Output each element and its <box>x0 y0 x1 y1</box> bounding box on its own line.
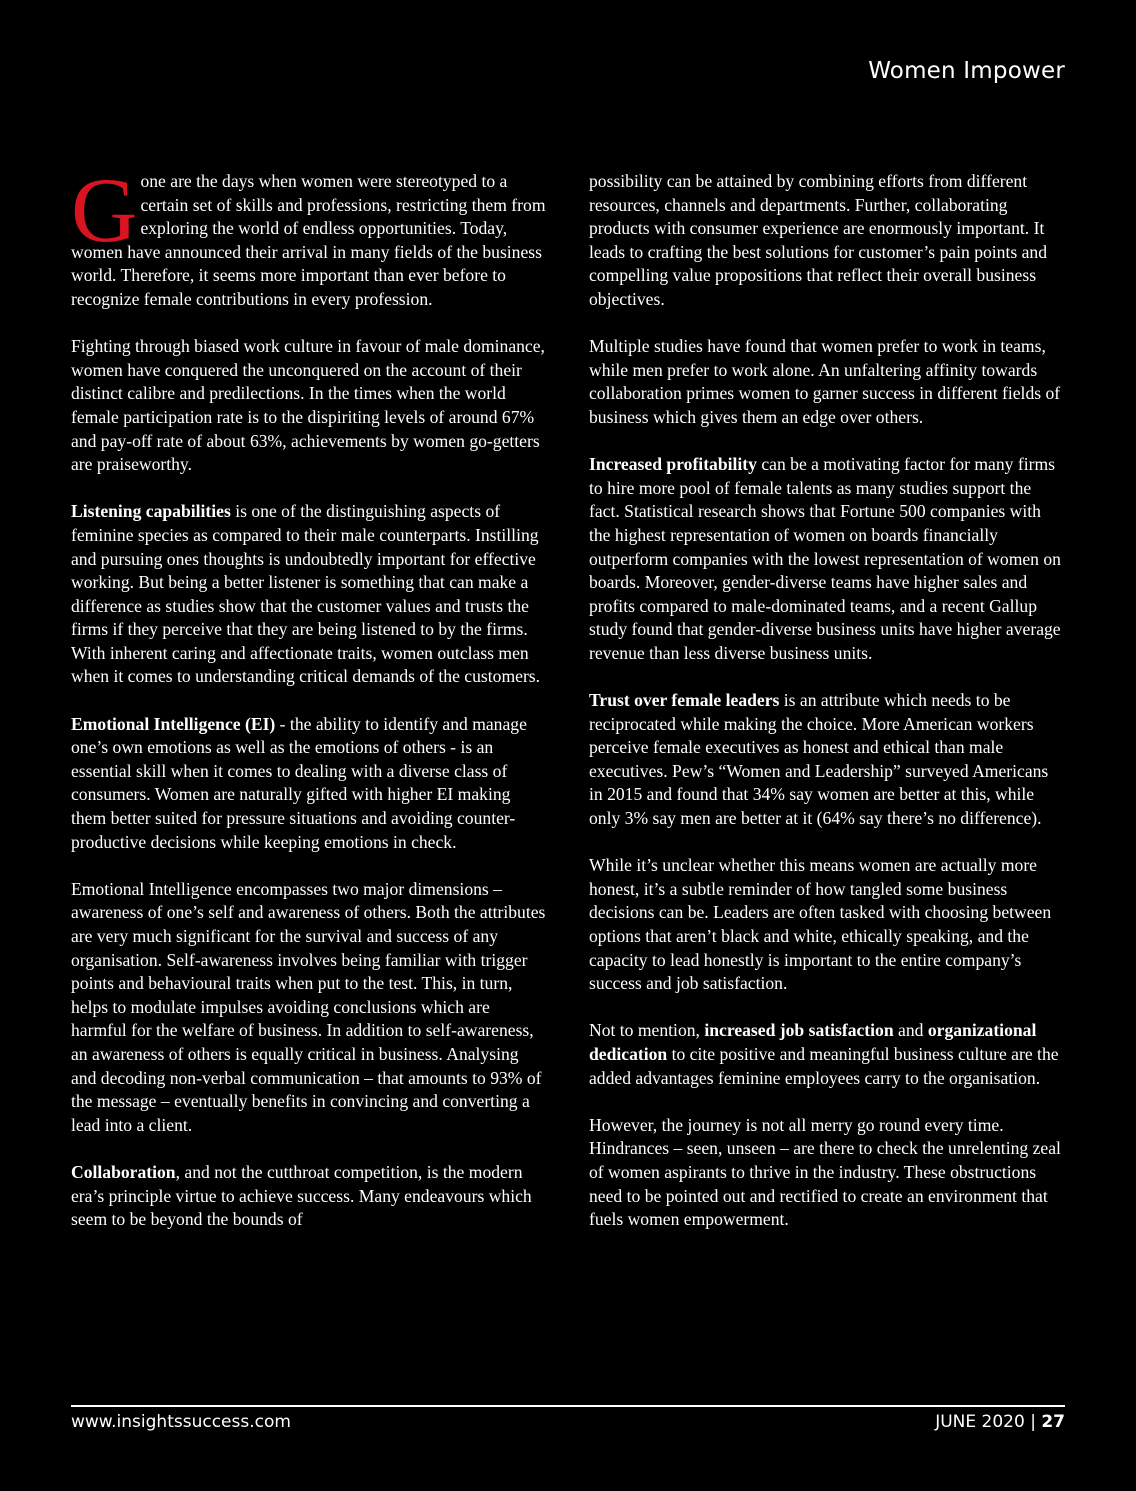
paragraph-satisfaction <box>589 1019 1065 1090</box>
footer-divider <box>71 1405 1065 1407</box>
article-column-right <box>589 170 1065 1255</box>
paragraph-ei-dimensions: Emotional Intelligence encompasses two major dimensions – awareness of one’s self and awareness of others. Both the attributes are very much significant for the survival and success of any organisation. Self-awareness involves being familiar with trigger points and behavioural traits when put to the test. This, in turn, helps to modulate impulses avoiding conclusions which are harmful for the welfare of business. In addition to self-awareness, an awareness of others is equally critical in business. Analysing and decoding non-verbal communication – that amounts to 93% of the message – eventually benefits in convincing and converting a lead into a client. <box>71 878 546 1135</box>
heading-emotional-intelligence: Emotional Intelligence (EI) <box>71 713 276 734</box>
satisfaction-text-b: and <box>893 1020 928 1041</box>
footer-issue-date: JUNE 2020 | <box>935 1412 1042 1432</box>
emotional-intelligence-text: - the ability to identify and manage one’s own emotions as well as the emotions of others - is an essential skill when it comes to dealing with a diverse class of consumers. Women are naturally gifted with higher EI making them better suited for pressure situations and avoiding counter-productive decisions while keeping emotions in check. <box>71 713 527 852</box>
heading-collaboration: Collaboration <box>71 1161 176 1182</box>
trust-text: is an attribute which needs to be reciprocated while making the choice. More American workers perceive female executives as honest and ethical than male executives. Pew’s “Women and Leadership” surveyed Americans in 2015 and found that 34% say women are better at this, while only 3% say men are better at it (64% say there’s no difference). <box>589 690 1049 829</box>
article-column-left <box>71 159 547 1255</box>
paragraph-profitability <box>589 453 1065 665</box>
heading-job-satisfaction: increased job satisfaction <box>704 1020 894 1041</box>
collaboration-text: , and not the cutthroat competition, is the modern era’s principle virtue to achieve success. Many endeavours which seem to be beyond the bounds of <box>71 1161 532 1230</box>
paragraph-intro <box>71 159 547 312</box>
listening-text: is one of the distinguishing aspects of feminine species as compared to their male counterparts. Instilling and pursuing ones thoughts is undoubtedly important for effective working. But being a better listener is something that can make a difference as studies show that the customer values and trusts the firms if they perceive that they are being listened to by the firms. With inherent caring and affectionate traits, women outclass men when it comes to understanding critical demands of the customers. <box>71 501 541 687</box>
paragraph-honesty: While it’s unclear whether this means women are actually more honest, it’s a subtle reminder of how tangled some business decisions can be. Leaders are often tasked with choosing between options that aren’t black and white, ethically speaking, and the capacity to lead honestly is important to the entire company’s success and job satisfaction. <box>589 855 1052 994</box>
heading-trust: Trust over female leaders <box>589 690 780 711</box>
paragraph-collaboration-cont: possibility can be attained by combining efforts from different resources, channels and departments. Further, collaborating products with consumer experience are enormously important. It leads to crafting the best solutions for customer’s pain points and compelling value propositions that reflect their overall business objectives. <box>589 171 1048 309</box>
page-number: 27 <box>1041 1412 1065 1432</box>
paragraph-emotional-intelligence <box>71 713 547 855</box>
paragraph-collaboration <box>71 1161 547 1232</box>
paragraph-work-culture: Fighting through biased work culture in favour of male dominance, women have conquered the unconquered on the account of their distinct calibre and predilections. In the times when the world female participation rate is to the dispiriting levels of around 67% and pay-off rate of about 63%, achievements by women go-getters are praiseworthy. <box>71 336 545 475</box>
satisfaction-text-a: Not to mention, <box>589 1020 705 1041</box>
footer-website-link[interactable]: www.insightssuccess.com <box>71 1412 291 1432</box>
paragraph-teams: Multiple studies have found that women prefer to work in teams, while men prefer to work alone. An unfaltering affinity towards collaboration primes women to garner success in different fields of business which gives them an edge over others. <box>589 336 1061 427</box>
satisfaction-text-c: to cite positive and meaningful business culture are the added advantages feminine employees carry to the organisation. <box>589 1043 1059 1088</box>
heading-profitability: Increased profitability <box>589 454 757 475</box>
profitability-text: can be a motivating factor for many firms to hire more pool of female talents as many studies support the fact. Statistical research shows that Fortune 500 companies with the highest representation of women on boards financially outperform companies with the lowest representation of women on boards. Moreover, gender-diverse teams have higher sales and profits compared to male-dominated teams, and a recent Gallup study found that gender-diverse business units have higher average revenue than less diverse business units. <box>589 454 1061 663</box>
intro-text: one are the days when women were stereotyped to a certain set of skills and professions, restricting them from exploring the world of endless opportunities. Today, women have announced their arrival in many fields of the business world. Therefore, it seems more important than ever before to recognize female contributions in every profession. <box>71 171 546 309</box>
paragraph-listening <box>71 500 547 689</box>
drop-cap: G <box>71 159 138 261</box>
paragraph-trust <box>589 689 1065 831</box>
paragraph-journey: However, the journey is not all merry go round every time. Hindrances – seen, unseen – are there to check the unrelenting zeal of women aspirants to thrive in the industry. These obstructions need to be pointed out and rectified to create an environment that fuels women empowerment. <box>589 1114 1061 1230</box>
heading-organizational-dedication: organizational dedication <box>589 1020 1037 1064</box>
footer-issue-page <box>935 1412 1065 1432</box>
section-title: Women Impower <box>868 58 1065 84</box>
heading-listening: Listening capabilities <box>71 501 231 522</box>
